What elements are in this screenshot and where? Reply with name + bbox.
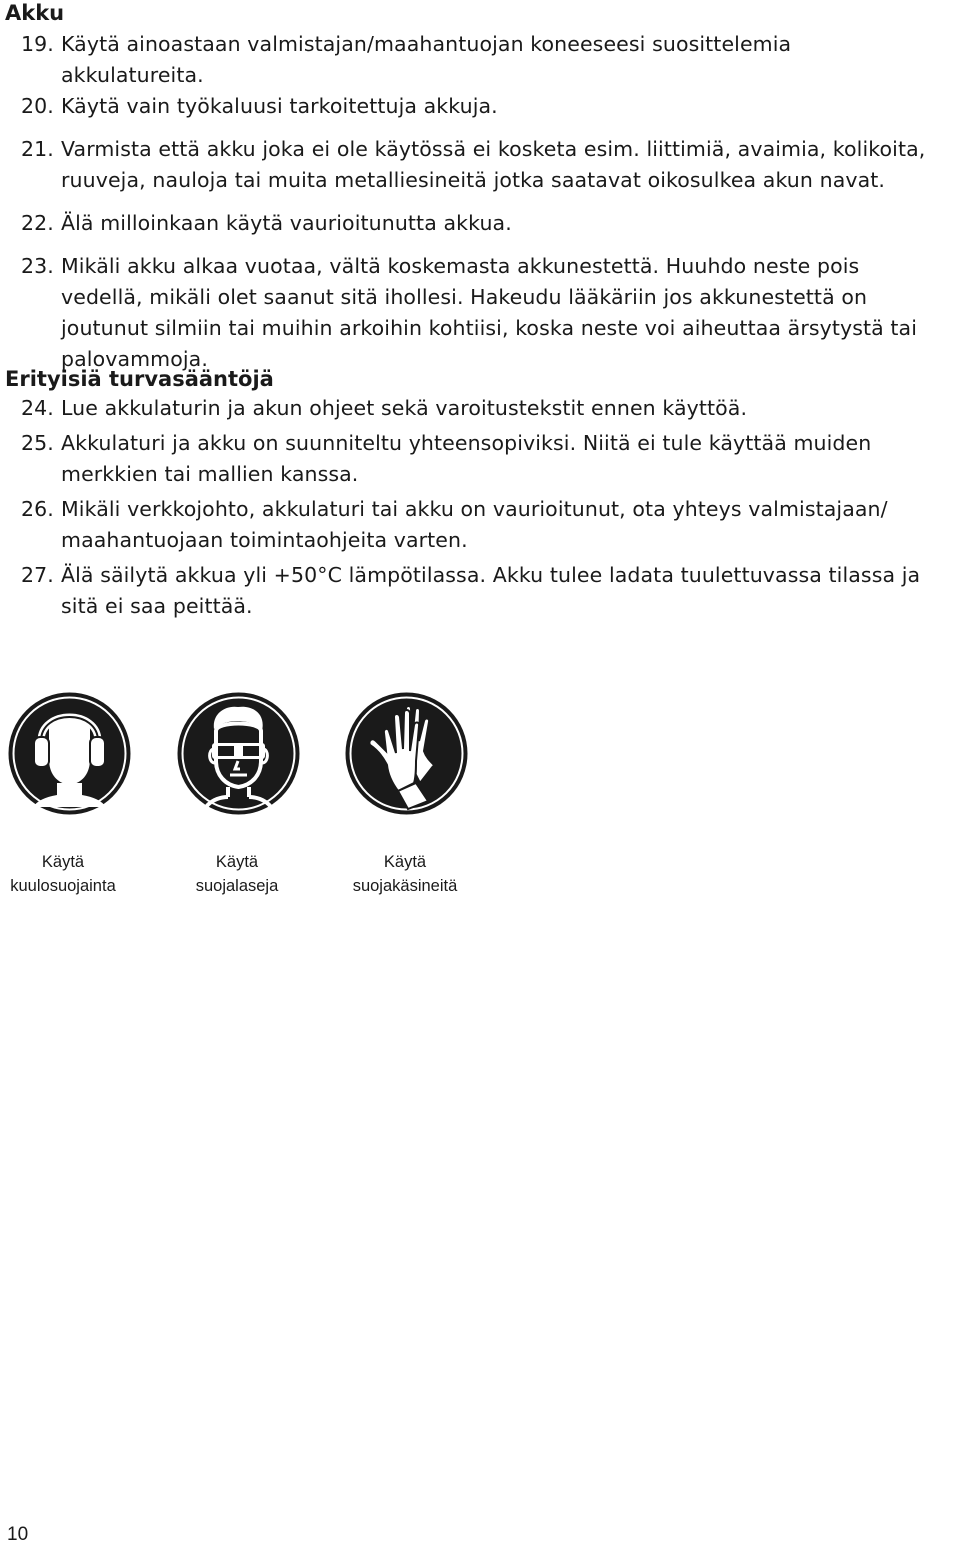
caption-line: Käytä bbox=[41, 853, 85, 871]
special-rules-list bbox=[0, 393, 940, 626]
caption-line: Käytä bbox=[215, 853, 259, 871]
ear-protection-caption bbox=[0, 850, 138, 898]
item-number: 27. bbox=[21, 563, 54, 587]
caption-line: suojakäsineitä bbox=[352, 877, 458, 895]
item-number: 24. bbox=[21, 396, 54, 420]
protective-gloves-icon bbox=[344, 691, 469, 816]
item-text: Älä milloinkaan käytä vaurioitunutta akkua. bbox=[61, 211, 512, 235]
list-item bbox=[0, 91, 940, 122]
list-item bbox=[0, 494, 940, 556]
ear-protection-icon bbox=[7, 691, 132, 816]
item-number: 19. bbox=[21, 32, 54, 56]
item-number: 26. bbox=[21, 497, 54, 521]
item-text: Mikäli akku alkaa vuotaa, vältä koskemasta akkunestettä. Huuhdo neste pois vedellä, mikäli olet saanut sitä ihollesi. Hakeudu lääkäriin jos akkunestettä on joutunut silmiin tai muihin arkoihin kohtiisi, koska neste voi aiheuttaa ärsytystä tai palovammoja. bbox=[61, 254, 918, 371]
protective-gloves-caption bbox=[330, 850, 480, 898]
list-item bbox=[0, 208, 940, 239]
safety-icons-row bbox=[0, 691, 960, 821]
item-text: Varmista että akku joka ei ole käytössä ei kosketa esim. liittimiä, avaimia, kolikoita, ruuveja, nauloja tai muita metalliesineitä jotka saatavat oikosulkea akun navat. bbox=[61, 137, 926, 192]
list-item bbox=[0, 428, 940, 490]
item-text: Älä säilytä akkua yli +50°C lämpötilassa. Akku tulee ladata tuulettuvassa tilassa ja sitä ei saa peittää. bbox=[61, 563, 921, 618]
item-number: 23. bbox=[21, 254, 54, 278]
item-number: 21. bbox=[21, 137, 54, 161]
item-text: Käytä ainoastaan valmistajan/maahantuojan koneeseesi suosittelemia akkulatureita. bbox=[61, 32, 792, 87]
section-heading-special-rules: Erityisiä turvasääntöjä bbox=[5, 367, 274, 391]
safety-goggles-icon bbox=[176, 691, 301, 816]
list-item bbox=[0, 560, 940, 622]
item-text: Akkulaturi ja akku on suunniteltu yhteensopiviksi. Niitä ei tule käyttää muiden merkkien tai mallien kanssa. bbox=[61, 431, 872, 486]
caption-line: kuulosuojainta bbox=[10, 877, 116, 895]
caption-line: suojalaseja bbox=[195, 877, 279, 895]
list-item bbox=[0, 251, 940, 375]
list-item bbox=[0, 29, 940, 91]
item-number: 25. bbox=[21, 431, 54, 455]
safety-goggles-caption bbox=[162, 850, 312, 898]
item-number: 20. bbox=[21, 94, 54, 118]
list-item bbox=[0, 134, 940, 196]
list-item bbox=[0, 393, 940, 424]
section-heading-akku: Akku bbox=[5, 1, 65, 25]
item-text: Mikäli verkkojohto, akkulaturi tai akku on vaurioitunut, ota yhteys valmistajaan/ maahantuojaan toimintaohjeita varten. bbox=[61, 497, 888, 552]
item-number: 22. bbox=[21, 211, 54, 235]
battery-rules-list bbox=[0, 29, 940, 375]
caption-line: Käytä bbox=[383, 853, 427, 871]
item-text: Käytä vain työkaluusi tarkoitettuja akkuja. bbox=[61, 94, 498, 118]
page-number: 10 bbox=[7, 1524, 29, 1545]
item-text: Lue akkulaturin ja akun ohjeet sekä varoitustekstit ennen käyttöä. bbox=[61, 396, 748, 420]
